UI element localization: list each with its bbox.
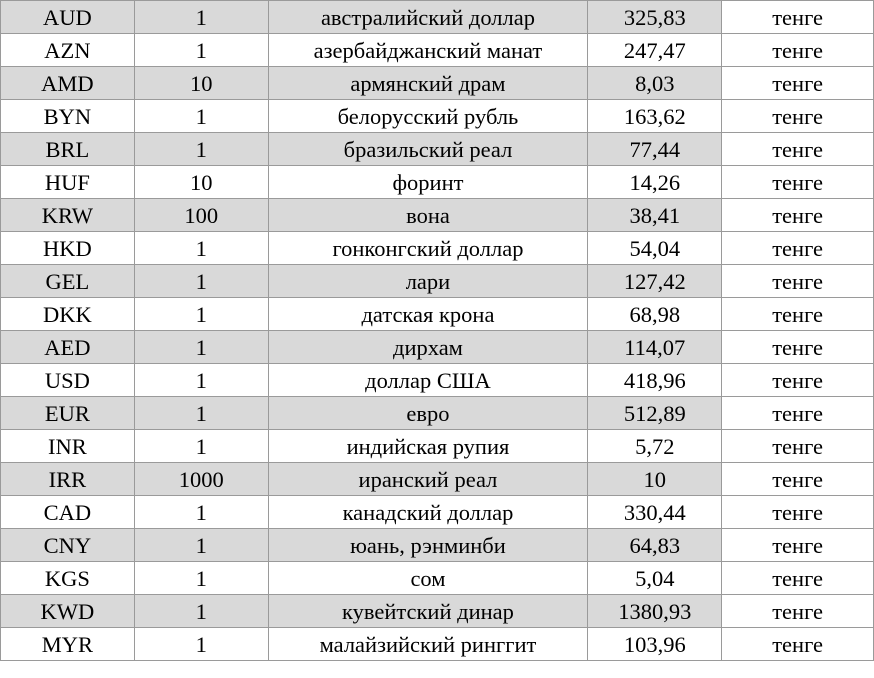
currency-name-cell: дирхам xyxy=(268,331,588,364)
unit-label-cell: тенге xyxy=(722,529,874,562)
rate-cell: 330,44 xyxy=(588,496,722,529)
currency-code-cell: CNY xyxy=(1,529,135,562)
unit-label-cell: тенге xyxy=(722,397,874,430)
table-row xyxy=(1,1,874,34)
rate-cell: 68,98 xyxy=(588,298,722,331)
currency-code-cell: AMD xyxy=(1,67,135,100)
unit-label-cell: тенге xyxy=(722,430,874,463)
table-row xyxy=(1,529,874,562)
rate-cell: 127,42 xyxy=(588,265,722,298)
units-cell: 1 xyxy=(134,529,268,562)
table-row xyxy=(1,628,874,661)
units-cell: 10 xyxy=(134,166,268,199)
rate-cell: 163,62 xyxy=(588,100,722,133)
table-row xyxy=(1,67,874,100)
rate-cell: 54,04 xyxy=(588,232,722,265)
units-cell: 1 xyxy=(134,265,268,298)
table-row xyxy=(1,331,874,364)
table-row xyxy=(1,100,874,133)
table-row xyxy=(1,298,874,331)
currency-code-cell: INR xyxy=(1,430,135,463)
currency-code-cell: HUF xyxy=(1,166,135,199)
rate-cell: 418,96 xyxy=(588,364,722,397)
rate-cell: 8,03 xyxy=(588,67,722,100)
rate-cell: 38,41 xyxy=(588,199,722,232)
units-cell: 1 xyxy=(134,628,268,661)
currency-code-cell: AZN xyxy=(1,34,135,67)
currency-code-cell: AED xyxy=(1,331,135,364)
unit-label-cell: тенге xyxy=(722,133,874,166)
currency-code-cell: KGS xyxy=(1,562,135,595)
table-row xyxy=(1,199,874,232)
currency-name-cell: датская крона xyxy=(268,298,588,331)
currency-code-cell: GEL xyxy=(1,265,135,298)
currency-name-cell: евро xyxy=(268,397,588,430)
unit-label-cell: тенге xyxy=(722,100,874,133)
table-row xyxy=(1,232,874,265)
currency-name-cell: австралийский доллар xyxy=(268,1,588,34)
table-row xyxy=(1,430,874,463)
unit-label-cell: тенге xyxy=(722,298,874,331)
rate-cell: 5,04 xyxy=(588,562,722,595)
currency-code-cell: BYN xyxy=(1,100,135,133)
rate-cell: 512,89 xyxy=(588,397,722,430)
table-row xyxy=(1,166,874,199)
currency-code-cell: DKK xyxy=(1,298,135,331)
unit-label-cell: тенге xyxy=(722,34,874,67)
currency-name-cell: индийская рупия xyxy=(268,430,588,463)
units-cell: 1 xyxy=(134,595,268,628)
unit-label-cell: тенге xyxy=(722,199,874,232)
currency-name-cell: азербайджанский манат xyxy=(268,34,588,67)
units-cell: 1 xyxy=(134,397,268,430)
rate-cell: 5,72 xyxy=(588,430,722,463)
currency-name-cell: кувейтский динар xyxy=(268,595,588,628)
unit-label-cell: тенге xyxy=(722,463,874,496)
currency-code-cell: HKD xyxy=(1,232,135,265)
currency-name-cell: вона xyxy=(268,199,588,232)
currency-code-cell: KWD xyxy=(1,595,135,628)
unit-label-cell: тенге xyxy=(722,628,874,661)
unit-label-cell: тенге xyxy=(722,496,874,529)
units-cell: 1 xyxy=(134,496,268,529)
table-row xyxy=(1,133,874,166)
currency-code-cell: IRR xyxy=(1,463,135,496)
units-cell: 1 xyxy=(134,364,268,397)
unit-label-cell: тенге xyxy=(722,166,874,199)
currency-name-cell: канадский доллар xyxy=(268,496,588,529)
rate-cell: 64,83 xyxy=(588,529,722,562)
table-row xyxy=(1,397,874,430)
units-cell: 10 xyxy=(134,67,268,100)
units-cell: 1 xyxy=(134,133,268,166)
currency-code-cell: AUD xyxy=(1,1,135,34)
unit-label-cell: тенге xyxy=(722,232,874,265)
currency-code-cell: BRL xyxy=(1,133,135,166)
table-row xyxy=(1,595,874,628)
units-cell: 1 xyxy=(134,331,268,364)
unit-label-cell: тенге xyxy=(722,562,874,595)
units-cell: 1 xyxy=(134,34,268,67)
table-row xyxy=(1,463,874,496)
currency-name-cell: гонконгский доллар xyxy=(268,232,588,265)
currency-name-cell: бразильский реал xyxy=(268,133,588,166)
rate-cell: 77,44 xyxy=(588,133,722,166)
unit-label-cell: тенге xyxy=(722,595,874,628)
unit-label-cell: тенге xyxy=(722,67,874,100)
unit-label-cell: тенге xyxy=(722,1,874,34)
units-cell: 1000 xyxy=(134,463,268,496)
units-cell: 1 xyxy=(134,232,268,265)
rate-cell: 114,07 xyxy=(588,331,722,364)
currency-name-cell: форинт xyxy=(268,166,588,199)
currency-code-cell: EUR xyxy=(1,397,135,430)
rate-cell: 1380,93 xyxy=(588,595,722,628)
unit-label-cell: тенге xyxy=(722,364,874,397)
units-cell: 1 xyxy=(134,562,268,595)
currency-name-cell: иранский реал xyxy=(268,463,588,496)
exchange-rates-body xyxy=(1,1,874,661)
table-row xyxy=(1,34,874,67)
units-cell: 1 xyxy=(134,1,268,34)
rate-cell: 10 xyxy=(588,463,722,496)
currency-name-cell: доллар США xyxy=(268,364,588,397)
table-row xyxy=(1,496,874,529)
units-cell: 1 xyxy=(134,430,268,463)
unit-label-cell: тенге xyxy=(722,331,874,364)
units-cell: 1 xyxy=(134,298,268,331)
currency-code-cell: USD xyxy=(1,364,135,397)
currency-name-cell: белорусский рубль xyxy=(268,100,588,133)
rate-cell: 325,83 xyxy=(588,1,722,34)
rate-cell: 247,47 xyxy=(588,34,722,67)
units-cell: 1 xyxy=(134,100,268,133)
currency-code-cell: MYR xyxy=(1,628,135,661)
unit-label-cell: тенге xyxy=(722,265,874,298)
rate-cell: 103,96 xyxy=(588,628,722,661)
currency-code-cell: KRW xyxy=(1,199,135,232)
table-row xyxy=(1,562,874,595)
currency-name-cell: малайзийский ринггит xyxy=(268,628,588,661)
table-row xyxy=(1,364,874,397)
table-row xyxy=(1,265,874,298)
currency-code-cell: CAD xyxy=(1,496,135,529)
rate-cell: 14,26 xyxy=(588,166,722,199)
units-cell: 100 xyxy=(134,199,268,232)
currency-name-cell: сом xyxy=(268,562,588,595)
currency-name-cell: юань, рэнминби xyxy=(268,529,588,562)
currency-name-cell: армянский драм xyxy=(268,67,588,100)
currency-name-cell: лари xyxy=(268,265,588,298)
